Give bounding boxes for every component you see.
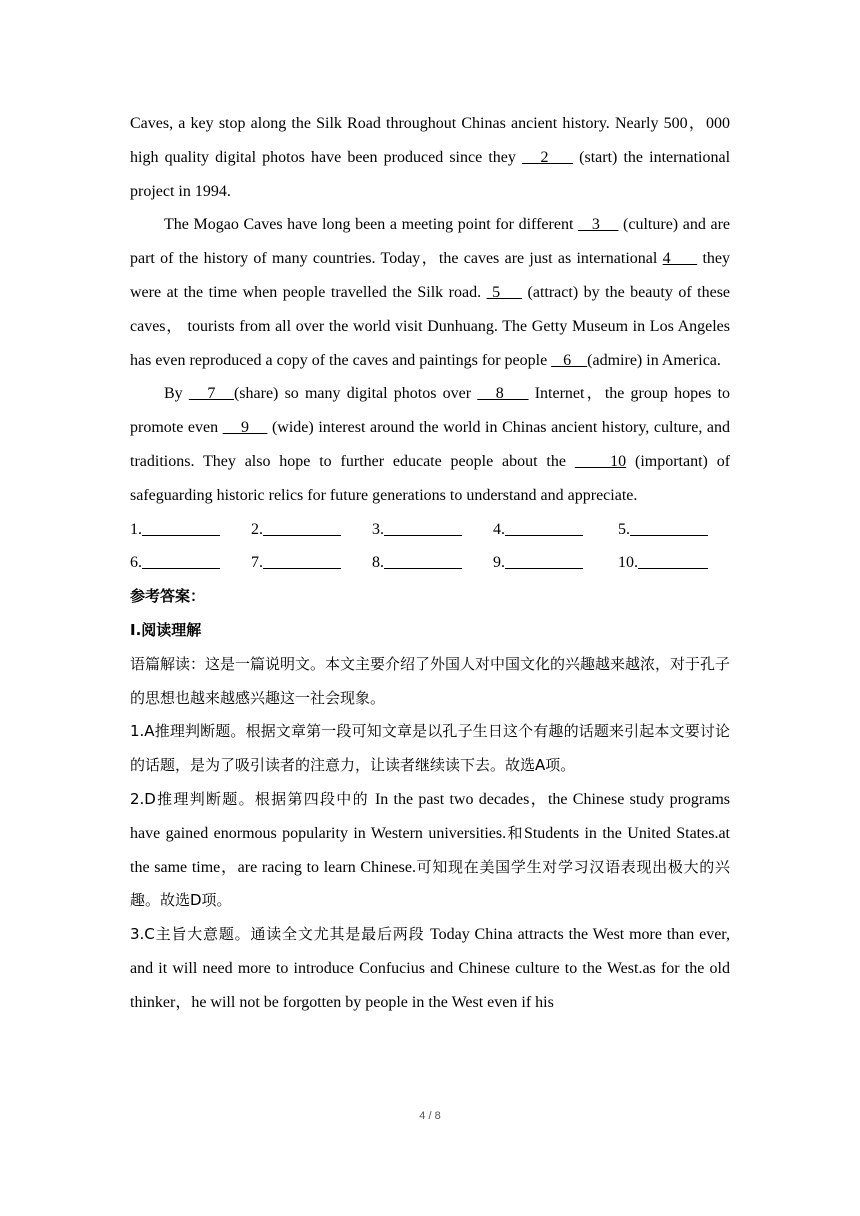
answer-slot[interactable] [372,546,493,580]
answers-heading: 参考答案： [130,587,206,606]
answer-slot[interactable] [614,546,708,580]
answer-line[interactable] [142,517,220,536]
passage-text: By [164,385,189,403]
answer-line[interactable] [263,517,341,536]
page-content [130,107,730,1020]
answer-slot[interactable] [251,513,372,547]
passage-text: (admire) in America. [587,351,721,369]
explanation-text: 和 [506,823,524,842]
answer-line[interactable] [505,550,583,569]
answer-slot[interactable] [130,513,251,547]
answer-row-1 [130,513,730,547]
answer-row-2 [130,546,730,580]
answer-slot[interactable] [130,546,251,580]
answer-number: 2. [251,520,263,538]
blank-3[interactable]: 3 [578,216,619,234]
answer-explanation-2 [130,783,730,918]
blank-2[interactable]: 2 [522,148,573,166]
explanation-text: 可知现在美国学生对学习汉语表现出极大的兴趣。故选D项。 [130,857,730,910]
answer-line[interactable] [384,550,462,569]
passage-paragraph-1 [130,107,730,208]
passage-paragraph-2 [130,208,730,377]
answer-number: 10. [618,554,638,572]
answer-slot[interactable] [614,513,708,547]
quoted-text: Students in the United States.at the same time，are racing to learn Chinese. [130,824,730,876]
answer-number: 3. [372,520,384,538]
answer-line[interactable] [638,550,708,569]
passage-text: (important) of safeguarding historic relics for future generations to understand and appreciate. [130,452,731,504]
answer-explanation-1: 1.A推理判断题。根据文章第一段可知文章是以孔子生日这个有趣的话题来引起本文要讨论的话题，是为了吸引读者的注意力，让读者继续读下去。故选A项。 [130,722,730,775]
answer-slot[interactable] [251,546,372,580]
answer-line[interactable] [142,550,220,569]
blank-4[interactable]: 4 [662,250,698,268]
blank-6[interactable]: 6 [551,351,588,369]
answer-line[interactable] [384,517,462,536]
passage-text: The Mogao Caves have long been a meeting point for different [164,216,579,234]
page-number: 4 / 8 [419,1110,441,1122]
blank-8[interactable]: 8 [477,385,529,403]
passage-text: (wide) interest around the world in Chinas ancient history, culture, and traditions. They also hope to further educate people about the [130,419,731,470]
quoted-text: Today China attracts the West more than ever, and it will need more to introduce Confucius and Chinese culture to the West.as for the old thinker，he will not be forgotten by people in the West even if his [130,926,730,1011]
passage-text: (start) the international project in 1994. [130,148,731,200]
answer-line[interactable] [505,517,583,536]
blank-5[interactable]: 5 [486,283,523,301]
answer-number: 4. [493,520,505,538]
passage-text: (attract) by the beauty of these caves， tourists from all over the world visit Dunhuang. The Getty Museum in Los Angeles has even reproduced a copy of the caves and paintings for people [130,283,731,369]
passage-text: (share) so many digital photos over [233,385,478,403]
answer-number: 6. [130,554,142,572]
section-heading: Ⅰ.阅读理解 [130,620,202,639]
explanation-text: 2.D推理判断题。根据第四段中的 [130,789,375,808]
passage-analysis: 语篇解读：这是一篇说明文。本文主要介绍了外国人对中国文化的兴趣越来越浓，对于孔子的思想也越来越感兴趣这一社会现象。 [130,654,731,707]
answer-number: 7. [251,554,263,572]
blank-10[interactable]: 10 [574,452,627,470]
explanation-text: 3.C主旨大意题。通读全文尤其是最后两段 [130,925,430,944]
answer-line[interactable] [630,517,708,536]
quoted-text: In the past two decades，the Chinese study programs have gained enormous popularity in Western universities. [130,790,730,842]
passage-text: Internet，the group hopes to promote even [130,385,731,437]
answer-number: 8. [372,554,384,572]
passage-text: Caves, a key stop along the Silk Road throughout Chinas ancient history. Nearly 500，000 high quality digital photos have been produced since they [130,115,730,166]
passage-text: they were at the time when people travelled the Silk road. [130,250,731,301]
answer-slot[interactable] [372,513,493,547]
answer-number: 1. [130,520,142,538]
answer-slot[interactable] [493,546,614,580]
answer-explanation-3 [130,918,730,1019]
passage-paragraph-3 [130,377,730,512]
passage-text: (culture) and are part of the history of many countries. Today，the caves are just as international [130,216,731,268]
blank-7[interactable]: 7 [188,385,234,403]
answer-slot[interactable] [493,513,614,547]
answer-number: 9. [493,554,505,572]
answer-number: 5. [618,520,630,538]
blank-9[interactable]: 9 [222,419,268,437]
answer-line[interactable] [263,550,341,569]
